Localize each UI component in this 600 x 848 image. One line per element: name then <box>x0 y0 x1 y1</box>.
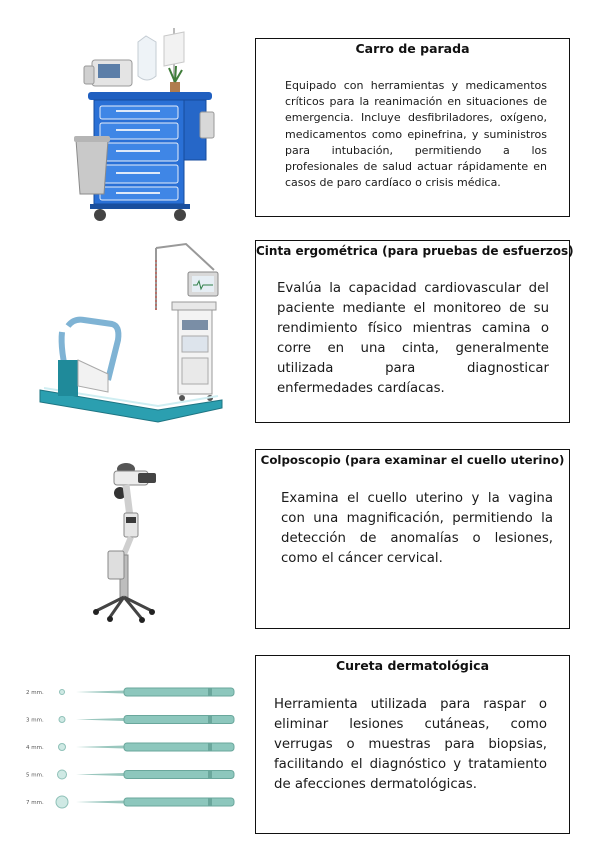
curette-shaft <box>76 718 124 721</box>
crash-cart-title: Carro de parada <box>355 41 470 56</box>
curette-handle <box>124 716 234 724</box>
curette-tip-icon <box>59 717 65 723</box>
curette-size-label: 3 mm. <box>26 717 44 724</box>
colposcope-title: Colposcopio (para examinar el cuello uterino) <box>260 453 565 467</box>
curette-handle <box>124 688 234 696</box>
crash-cart-card <box>255 38 570 217</box>
curette-description: Herramienta utilizada para raspar o eliminar lesiones cutáneas, como verrugas o muestras para biopsias, facilitando el diagnóstico y tratamiento de afecciones dermatológicas. <box>274 697 547 792</box>
curette-tip-icon <box>59 744 66 751</box>
curette-row <box>26 796 234 808</box>
colposcope-image <box>86 455 176 625</box>
curette-grip-ring <box>208 771 212 779</box>
curette-row <box>26 716 234 724</box>
curette-row <box>26 743 234 751</box>
curette-card <box>255 655 570 834</box>
colposcope-description: Examina el cuello uterino y la vagina con una magnificación, permitiendo la detección de anomalías o lesiones, como el cáncer cervical. <box>281 491 553 566</box>
curette-tip-icon <box>56 796 68 808</box>
treadmill-description: Evalúa la capacidad cardiovascular del paciente mediante el monitoreo de su rendimiento físico mientras camina o corre en una cinta, generalmente utilizada para diagnosticar enfermedades cardíacas. <box>277 281 549 396</box>
curette-handle <box>124 771 234 779</box>
crash-cart-image <box>66 22 226 222</box>
curette-shaft <box>76 746 124 749</box>
curette-grip-ring <box>208 688 212 696</box>
curette-row <box>26 770 234 779</box>
curette-grip-ring <box>208 798 212 806</box>
curette-title: Cureta dermatológica <box>335 658 490 673</box>
curette-grip-ring <box>208 716 212 724</box>
curette-shaft <box>76 691 124 694</box>
curette-row <box>26 688 234 696</box>
curette-grip-ring <box>208 743 212 751</box>
curette-size-label: 7 mm. <box>26 800 44 806</box>
treadmill-title: Cinta ergométrica (para pruebas de esfuerzos) <box>256 244 574 258</box>
curette-handle <box>124 798 234 806</box>
curette-size-label: 4 mm. <box>26 745 44 751</box>
curette-shaft <box>76 801 124 804</box>
curette-shaft <box>76 773 124 776</box>
curette-size-label: 5 mm. <box>26 772 44 779</box>
crash-cart-description: Equipado con herramientas y medicamentos críticos para la reanimación en situaciones de emergencia. Incluye desfibriladores, oxígeno, medicamentos como epinefrina, y suministros para intubación, permitiendo a los profesionales de salud actuar rápidamente en casos de paro cardíaco o crisis médica. <box>285 79 547 190</box>
curette-size-label: 2 mm. <box>26 690 44 696</box>
colposcope-card <box>255 449 570 629</box>
treadmill-card <box>255 240 574 423</box>
curette-tip-icon <box>58 770 67 779</box>
curette-handle <box>124 743 234 751</box>
curette-tip-icon <box>60 690 65 695</box>
curettes-image <box>24 680 244 815</box>
treadmill-image <box>38 240 228 440</box>
